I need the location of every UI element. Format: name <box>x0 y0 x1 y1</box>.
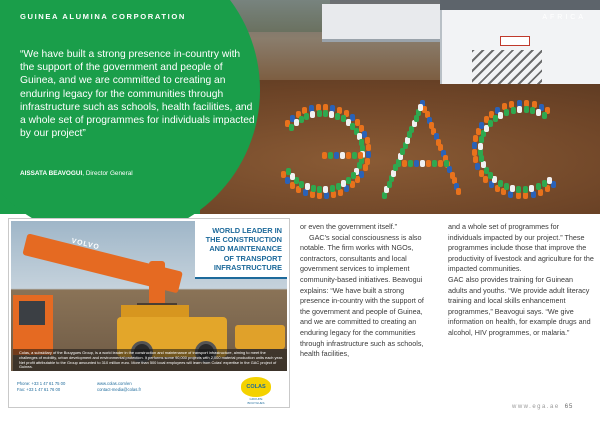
body-paragraph: and a whole set of programmes for individuals impacted by our project.” These programmes include those that improve the productivity of livestock and agriculture for the impacted communities. <box>448 222 594 274</box>
office-roof <box>440 0 600 10</box>
ad-contact-bar <box>11 373 287 405</box>
quote-byline <box>20 170 133 177</box>
ad-website-link[interactable]: www.colas.com/en <box>97 381 132 386</box>
ad-fax: Fax: +33 1 47 61 76 00 <box>17 386 61 392</box>
ad-headline-line: INFRASTRUCTURE <box>213 262 282 272</box>
person <box>481 161 486 168</box>
person <box>346 177 351 184</box>
person <box>408 160 413 167</box>
body-paragraph: GAC’s social consciousness is also notable. The firm works with NGOs, contractors, consultants and local government services to implement community-based initiatives. Beavogui explains: “We have built a strong presence in-country with the support of the government and people of Guinea, and we are committed to creating an enduring legacy for the communities through infrastructure such as schools, health facilities, <box>300 232 424 359</box>
person <box>341 115 346 122</box>
person <box>340 152 345 159</box>
person <box>299 181 304 188</box>
person <box>402 160 407 167</box>
excavator-window <box>19 301 45 325</box>
person <box>476 128 481 135</box>
footer-website[interactable]: www.ega.ae <box>512 404 560 410</box>
person <box>426 160 431 167</box>
person <box>473 156 478 163</box>
person <box>542 112 547 119</box>
person <box>498 180 503 187</box>
person <box>355 176 360 183</box>
external-stairs <box>472 50 542 84</box>
person <box>294 177 299 184</box>
ad-headline-line: THE CONSTRUCTION <box>205 235 282 245</box>
person <box>335 113 340 120</box>
ad-headline-line: AND MAINTENANCE <box>209 244 282 254</box>
person <box>351 172 356 179</box>
person <box>479 136 484 143</box>
page-number: 65 <box>564 404 574 410</box>
quote-author-title: , Director General <box>82 170 133 177</box>
person <box>472 149 477 156</box>
person <box>323 186 328 193</box>
person <box>420 160 425 167</box>
person <box>414 160 419 167</box>
ad-web-contact <box>97 381 141 392</box>
person <box>418 104 423 111</box>
person <box>363 164 368 171</box>
person <box>317 192 322 199</box>
person <box>547 177 552 184</box>
person <box>317 186 322 193</box>
person <box>444 160 449 167</box>
company-sign <box>500 36 530 46</box>
person <box>479 155 484 162</box>
person <box>299 116 304 123</box>
person <box>304 113 309 120</box>
corporation-name: GUINEA ALUMINA CORPORATION <box>20 12 186 21</box>
person <box>542 180 547 187</box>
person <box>432 160 437 167</box>
person <box>323 110 328 117</box>
person <box>504 109 509 116</box>
person <box>472 142 477 149</box>
person <box>498 112 503 119</box>
ad-headline-line: OF TRANSPORT <box>223 253 282 263</box>
colas-advertisement <box>8 218 290 408</box>
person <box>536 183 541 190</box>
person <box>524 106 529 113</box>
site-building <box>322 4 440 42</box>
person <box>493 115 498 122</box>
pull-quote: “We have built a strong presence in-country with the support of the government and people of Guinea, and we are committed to creating an enduring legacy for the communities through infrastructure such as schools, health facilities, and a whole set of programmes for individuals impacted by our project” <box>20 49 255 140</box>
person <box>396 160 401 167</box>
person <box>523 192 528 199</box>
body-column-2 <box>448 222 594 339</box>
person <box>516 192 521 199</box>
person <box>322 152 327 159</box>
person <box>358 152 363 159</box>
colas-logo: COLAS <box>241 377 271 397</box>
person <box>286 168 291 175</box>
person <box>328 152 333 159</box>
person <box>530 107 535 114</box>
person <box>359 171 364 178</box>
second-truck <box>235 325 285 349</box>
colas-logo-subtitle: GROUPE BOUYGUES <box>247 397 265 405</box>
person <box>341 180 346 187</box>
page-footer <box>512 404 573 410</box>
person <box>510 185 515 192</box>
person <box>382 192 387 199</box>
person <box>305 183 310 190</box>
ad-email-link[interactable]: contact-media@colas.fr <box>97 386 142 392</box>
person <box>473 135 478 142</box>
ad-phone: Phone: +33 1 47 61 75 00 <box>17 381 66 386</box>
person <box>317 110 322 117</box>
person <box>438 160 443 167</box>
person <box>511 107 516 114</box>
person <box>516 186 521 193</box>
ad-headline-line: WORLD LEADER IN <box>212 226 282 235</box>
ad-caption: Colas, a subsidiary of the Bouygues Group, is a world leader in the construction and maintenance of transport infrastructure, aiming to meet the challenges of mobility, urban development and environmental protection. It performs some 90,000 projects with 2,000 material production units each year. Net profit attributable to the Group amounted to 310 million euro. More than 500 local employees will learn from Colas' expertise in the GAC project of Guinea. <box>13 349 287 371</box>
body-column-1 <box>300 222 432 360</box>
person <box>523 186 528 193</box>
person <box>352 152 357 159</box>
person <box>310 111 315 118</box>
person <box>336 183 341 190</box>
body-paragraph: or even the government itself.” <box>300 222 398 231</box>
person <box>529 185 534 192</box>
body-paragraph: GAC also provides training for Guinean adults and youths. “We provide adult literacy training and local skills enhancement programmes,” Beavogui says. “We give information on health, for example drugs and alcohol, HIV programmes, or malaria.” <box>448 274 591 337</box>
person <box>478 143 483 150</box>
person <box>536 109 541 116</box>
ad-phone-fax <box>17 381 65 392</box>
person <box>346 152 351 159</box>
person <box>334 152 339 159</box>
person <box>311 185 316 192</box>
quote-author: AISSATA BEAVOGUI <box>20 170 83 177</box>
machine-brand: VOLVO <box>70 237 101 252</box>
person <box>329 111 334 118</box>
person <box>517 106 522 113</box>
section-tag: AFRICA <box>542 14 586 21</box>
person <box>504 183 509 190</box>
person <box>324 192 329 199</box>
ad-headline <box>195 221 287 279</box>
person <box>330 185 335 192</box>
person <box>478 149 483 156</box>
